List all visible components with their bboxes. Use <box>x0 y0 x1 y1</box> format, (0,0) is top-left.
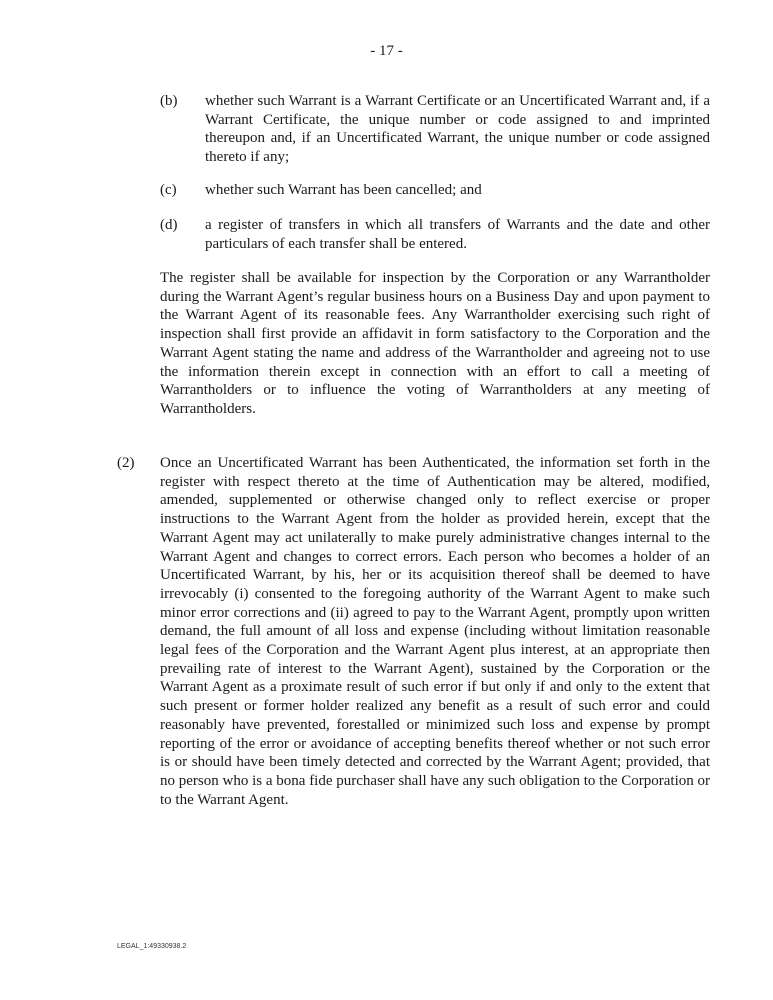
register-inspection-paragraph: The register shall be available for inspection by the Corporation or any Warrantholder during the Warrant Agent’s regular business hours on a Business Day and upon payment to the Warrant Agent of its reasonable fees. Any Warrantholder exercising such right of inspection shall first provide an affidavit in form satisfactory to the Corporation and the Warrant Agent stating the name and address of the Warrantholder and agreeing not to use the information therein except in connection with an effort to call a meeting of Warrantholders or to influence the voting of Warrantholders at any meeting of Warrantholders. <box>160 270 710 417</box>
list-item-label-b: (b) <box>160 93 178 109</box>
section-2-text: Once an Uncertificated Warrant has been Authenticated, the information set forth in the register with respect thereto at the time of Authentication may be altered, modified, amended, supplemented or otherwise changed only to reflect exercise or proper instructions to the Warrant Agent from the holder as provided herein, except that the Warrant Agent may act unilaterally to make purely administrative changes internal to the Warrant Agent and changes to correct errors. Each person who becomes a holder of an Uncertificated Warrant, by his, her or its acquisition thereof shall be deemed to have irrevocably (i) consented to the foregoing authority of the Warrant Agent to make such minor error corrections and (ii) agreed to pay to the Warrant Agent, promptly upon written demand, the full amount of all loss and expense (including without limitation reasonable legal fees of the Corporation and the Warrant Agent plus interest, at an appropriate then prevailing rate of interest to the Warrant Agent), sustained by the Corporation or the Warrant Agent as a proximate result of such error if but only if and only to the extent that such present or former holder realized any benefit as a result of such error and could reasonably have prevented, forestalled or minimized such loss and expense by prompt reporting of the error or avoidance of accepting benefits thereof whether or not such error is or should have been timely detected and corrected by the Warrant Agent; provided, that no person who is a bona fide purchaser shall have any such obligation to the Corporation or to the Warrant Agent. <box>160 455 710 808</box>
list-item-text-d: a register of transfers in which all transfers of Warrants and the date and other particulars of each transfer shall be entered. <box>205 217 710 252</box>
list-item-text-b: whether such Warrant is a Warrant Certificate or an Uncertificated Warrant and, if a Warrant Certificate, the unique number or code assigned to and imprinted thereupon and, if an Uncertificated Warrant, the unique number or code assigned thereto if any; <box>205 93 710 166</box>
list-item-text-c: whether such Warrant has been cancelled; and <box>205 182 482 198</box>
section-2-label: (2) <box>117 455 135 471</box>
footer-document-id: LEGAL_1:49330938.2 <box>117 943 187 950</box>
page-number: - 17 - <box>370 43 403 59</box>
list-item-label-d: (d) <box>160 217 178 233</box>
list-item-label-c: (c) <box>160 182 177 198</box>
